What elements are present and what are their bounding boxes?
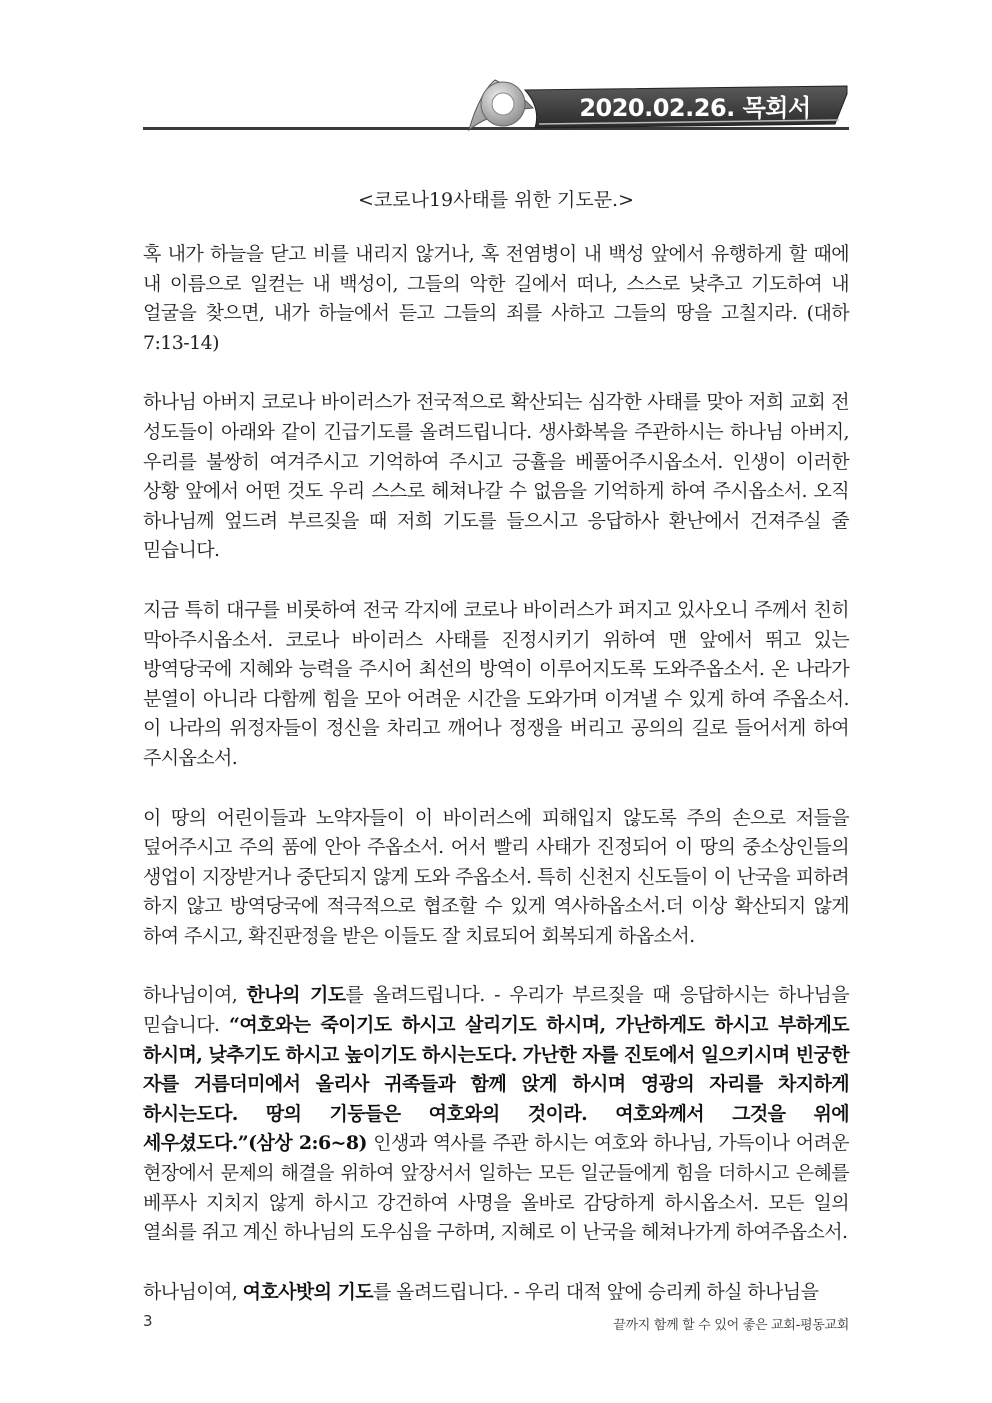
text-run: 인생과 역사를 주관 하시는 여호와 하나님, 가득이나 어려운 현장에서 문제의 해결을 위하여 앞장서서 일하는 모든 일군들에게 힘을 더하시고 은혜를 베푸사 지치지 않게 하시고 강건하여 사명을 올바로 감당하게 하시옵소서. 모든 일의 열쇠를 쥐고 계신 하나님의 도우심을 구하며, 지혜로 이 난국을 헤쳐나가게 하여주옵소서. <box>143 1132 850 1244</box>
paragraph <box>143 240 849 358</box>
page-header <box>0 0 992 162</box>
footer-church-slogan: 끝까지 함께 할 수 있어 좋은 교회-평동교회 <box>613 1318 849 1333</box>
text-run: 하나님이여, <box>143 984 247 1007</box>
text-run: 이 땅의 어린이들과 노약자들이 이 바이러스에 피해입지 않도록 주의 손으로 저들을 덮어주시고 주의 품에 안아 주옵소서. 어서 빨리 사태가 진정되어 이 땅의 중소상인들의 생업이 지장받거나 중단되지 않게 도와 주옵소서. 특히 신천지 신도들이 이 난국을 피하려 하지 않고 방역당국에 적극적으로 협조할 수 있게 역사하옵소서.더 이상 확산되지 않게 하여 주시고, 확진판정을 받은 이들도 잘 치료되어 회복되게 하옵소서. <box>143 806 849 947</box>
header-title: 2020.02.26. 목회서신-2 <box>579 94 811 162</box>
paragraph <box>143 981 849 1247</box>
paragraph <box>143 596 849 774</box>
bold-text-run: “여호와는 죽이기도 하시고 살리기도 하시며, 가난하게도 하시고 부하게도 하시며, 낮추기도 하시고 높이기도 하시는도다. 가난한 자를 진토에서 일으키시며 빈궁한 자를 거름더미에서 올리사 귀족들과 함께 앉게 하시며 영광의 자리를 차지하게 하시는도다. 땅의 기둥들은 여호와의 것이라. 여호와께서 그것을 위에 세우셨도다.”(삼상 2:6~8) <box>143 1014 849 1155</box>
paragraph <box>143 388 849 566</box>
text-run: 혹 내가 하늘을 닫고 비를 내리지 않거나, 혹 전염병이 내 백성 앞에서 유행하게 할 때에 내 이름으로 일컫는 내 백성이, 그들의 악한 길에서 떠나, 스스로 낮추고 기도하여 내 얼굴을 찾으면, 내가 하늘에서 듣고 그들의 죄를 사하고 그들의 땅을 고칠지라. (대하 7:13-14) <box>143 243 849 354</box>
text-run: 하나님 아버지 코로나 바이러스가 전국적으로 확산되는 심각한 사태를 맞아 저희 교회 전 성도들이 아래와 같이 긴급기도를 올려드립니다. 생사화복을 주관하시는 하나님 아버지, 우리를 불쌍히 여겨주시고 기억하여 주시고 긍휼을 베풀어주시옵소서. 인생이 이러한 상황 앞에서 어떤 것도 우리 스스로 헤쳐나갈 수 없음을 기억하게 하여 주시옵소서. 오직 하나님께 엎드려 부르짖을 때 저희 기도를 들으시고 응답하사 환난에서 건져주실 줄 믿습니다. <box>143 391 849 562</box>
text-run: 를 올려드립니다. - 우리가 부르짖을 때 응답하시는 하나님을 믿습니다. <box>143 984 850 1037</box>
bold-text-run: 한나의 기도 <box>246 984 346 1007</box>
document-title: <코로나19사태를 위한 기도문.> <box>357 189 635 211</box>
document-body <box>143 240 849 1337</box>
page-number: 3 <box>143 1312 153 1330</box>
text-run: 지금 특히 대구를 비롯하여 전국 각지에 코로나 바이러스가 퍼지고 있사오니 주께서 친히 막아주시옵소서. 코로나 바이러스 사태를 진정시키기 위하여 맨 앞에서 뛰고 있는 방역당국에 지혜와 능력을 주시어 최선의 방역이 이루어지도록 도와주옵소서. 온 나라가 분열이 아니라 다함께 힘을 모아 어려운 시간을 도와가며 이겨낼 수 있게 하여 주옵소서. 이 나라의 위정자들이 정신을 차리고 깨어나 정쟁을 버리고 공의의 길로 들어서게 하여 주시옵소서. <box>143 598 849 769</box>
text-run: 하나님이여, <box>143 1280 243 1303</box>
text-run: 를 올려드립니다. - 우리 대적 앞에 승리케 하실 하나님을 <box>372 1280 819 1303</box>
paragraph <box>143 1278 849 1308</box>
paragraph <box>143 804 849 952</box>
bold-text-run: 여호사밧의 기도 <box>242 1280 373 1303</box>
